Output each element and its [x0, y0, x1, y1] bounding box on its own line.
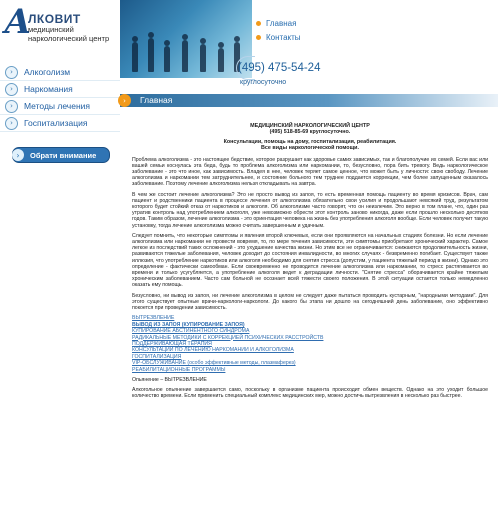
service-link[interactable]: ГОСПИТАЛИЗАЦИЯ: [132, 353, 182, 360]
sidebar-item-methods[interactable]: [0, 98, 120, 115]
logo-name: ЛКОВИТ: [28, 12, 81, 26]
sidebar-item-label: Методы лечения: [24, 101, 90, 111]
feedback-label: Обрати внимание: [30, 150, 97, 160]
service-link[interactable]: КУПИРОВАНИЕ АБСТИНЕНТНОГО СИНДРОМА: [132, 328, 250, 335]
chevron-right-icon: ›: [5, 66, 18, 79]
hero-figure: [164, 46, 170, 72]
sidebar-item-narcomania[interactable]: [0, 81, 120, 98]
content-subheading: Консультации, помощь на дому, госпитализация, реабилитация.: [223, 138, 397, 145]
logo-subtitle: медицинский наркологический центр: [28, 25, 110, 43]
hero-figure: [200, 44, 206, 72]
hero-figure: [182, 40, 188, 72]
top-nav: [256, 16, 301, 44]
sidebar-item-label: Госпитализация: [24, 118, 88, 128]
main-content: [132, 123, 488, 404]
content-phone: (495) 518-85-69 круглосуточно.: [269, 129, 351, 136]
service-link[interactable]: РЕАБИЛИТАЦИОННЫЕ ПРОГРАММЫ: [132, 366, 226, 373]
service-link[interactable]: КОНСУЛЬТАЦИИ ПО ЛЕЧЕНИЮ НАРКОМАНИИ И АЛКОГОЛИЗМА: [132, 347, 294, 354]
chevron-right-icon: ›: [5, 83, 18, 96]
paragraph: Следует помнить, что некоторые симптомы и явления второй ключевых, если они проявляются на начальных стадиях болезни. Но если лечение алкоголизма или наркомании не провести вовремя, то, по мере течения зависимости, эти симптомы приобретают хронический характер. Самое легкое из последствий таких осложнений - это ухудшение качества жизни. Но этим все не ограничивается: снижаются продолжительность жизни, развиваются тяжелые заболевания, человек доходит до состояния инвалидности, во многих случаях - безвременно погибает. Существует также иллюзия, что употребление наркотиков или алкоголя необходимо для снятия стресса (допустим, у пациента тяжелый период в жизни). Однако это определение - фактически самообман. Если своевременно не проводится лечение алкоголизма или наркомании, то стресс растягивается во времени и только усугубляется, а употребление алкоголя ведет к деградации личности. "Снятие стресса" оборачивается крайне тяжелым хроническим заболеванием. Часто сам больной не осознает всей тяжести своего положения. В этой ситуации остается только немедленно оказать ему помощь.: [132, 232, 488, 289]
bullet-icon: [256, 21, 261, 26]
bullet-icon: [256, 35, 261, 40]
header-hero-image: [120, 0, 252, 78]
service-link[interactable]: ПОДДЕРЖИВАЮЩАЯ ТЕРАПИЯ: [132, 340, 212, 347]
sidebar-item-label: Алкоголизм: [24, 67, 71, 77]
sidebar-nav: [0, 64, 120, 132]
service-link[interactable]: ВЫТРЕЗВЛЕНИЕ: [132, 315, 175, 322]
content-subheading: Все виды наркологической помощи.: [261, 145, 359, 152]
hero-figure: [148, 38, 154, 72]
top-nav-item-home[interactable]: [256, 16, 301, 30]
logo-letter: А: [4, 2, 32, 42]
phone-number[interactable]: (495) 475-54-24: [238, 62, 321, 74]
arrow-right-icon: ›: [118, 94, 131, 107]
feedback-button[interactable]: [12, 147, 110, 163]
paragraph: В чем же состоит лечение алкоголизма? Это не просто вывод из запоя, то есть временная помощь пациенту во время кризисов. Врач, сам пациент и родственники пациента в процессе лечения от алкоголизма обязательно свои усилия и продольшают невсякий труд, результатом которого будет стойкий отказ от наркотиков и алкоголя. Об алкоголизме часто говорят, что он неизлечим. Это верно в том плане, что, один раз утратив контроль над употреблением алкоголя, уже невозможно обрести этот контроль заново никогда, даже если прошло несколько десятков годов. Таким образом, лечение алкоголизма - это ориентация человека на жизнь без употребления алкоголя вообще. Если человек получит такую установку, тогда лечение алкоголизма можно считать завершенным и удачным.: [132, 191, 488, 229]
paragraph: Безусловно, ни вывод из запоя, ни лечение алкоголизма в целом не следует даже пытаться проводить кустарным, "народными методами". Для этого существует опытные врачи-наркологи-наркологи. До какого бы этапа ни дошло на сегодняшний день заболевание, оно эффективно покоется при проведении зависимость.: [132, 292, 488, 312]
sidebar-item-alcoholism[interactable]: [0, 64, 120, 81]
top-nav-label: Главная: [266, 18, 297, 28]
top-nav-label: Контакты: [266, 32, 301, 42]
sidebar-item-label: Наркомания: [24, 84, 73, 94]
chevron-right-icon: ›: [5, 117, 18, 130]
page-title: Главная: [140, 95, 173, 105]
sidebar-item-hospitalization[interactable]: [0, 115, 120, 132]
content-heading: МЕДИЦИНСКИЙ НАРКОЛОГИЧЕСКИЙ ЦЕНТР: [250, 123, 370, 129]
chevron-right-icon: ›: [5, 100, 18, 113]
service-link[interactable]: ВЫВОД ИЗ ЗАПОЯ (КУПИРОВАНИЕ ЗАПОЯ): [132, 321, 245, 328]
phone-subtitle: круглосуточно: [240, 79, 287, 86]
main-title-bar: [120, 94, 498, 107]
site-logo[interactable]: [4, 4, 112, 54]
service-link[interactable]: РАДИКАЛЬНЫЕ МЕТОДИКИ С КОРРЕКЦИЕЙ ПСИХИЧЕСКИХ РАССТРОЙСТВ: [132, 334, 324, 341]
paragraph: Проблема алкоголизма - это настоящее бедствие, которое разрушает как здоровье самих зависимых, так и благополучие их семей. Если вас или вашей семьи коснулась эта беда, будь то проблема алкоголизма или наркомании, то, безусловно, пора бить тревогу. Ведь наркологическое заболевание - это что иное, как зависимость. Владея в нее, человек теряет самое ценное, что может быть у личности: свою свободу. Лечение алкоголизма и наркомании тем затруднительнее, и состояние больного тем труднее поддается коррекции, чем более запущенным оказалось заболевание. Поэтому лечение алкоголизма нельзя откладывать на завтра.: [132, 156, 488, 188]
hero-figure: [132, 42, 138, 72]
paragraph: Алкогольное опьянение завершается само, поскольку в организме пациента происходит обмен веществ. Однако на это уходит большое количество времени. Если применить специальный комплекс медицинских мер, можно достичь вытрезвления в несколько раз быстрее.: [132, 387, 488, 400]
section-title: Опьянение – ВЫТРЕЗВЛЕНИЕ: [132, 376, 207, 383]
info-icon: ›: [12, 149, 24, 161]
hero-figure: [218, 48, 224, 72]
service-link[interactable]: VIP-ОБСЛУЖИВАНИЕ (особо эффективные методы, плазмаферез): [132, 360, 296, 367]
services-links: [132, 315, 488, 373]
top-nav-item-contacts[interactable]: [256, 30, 301, 44]
